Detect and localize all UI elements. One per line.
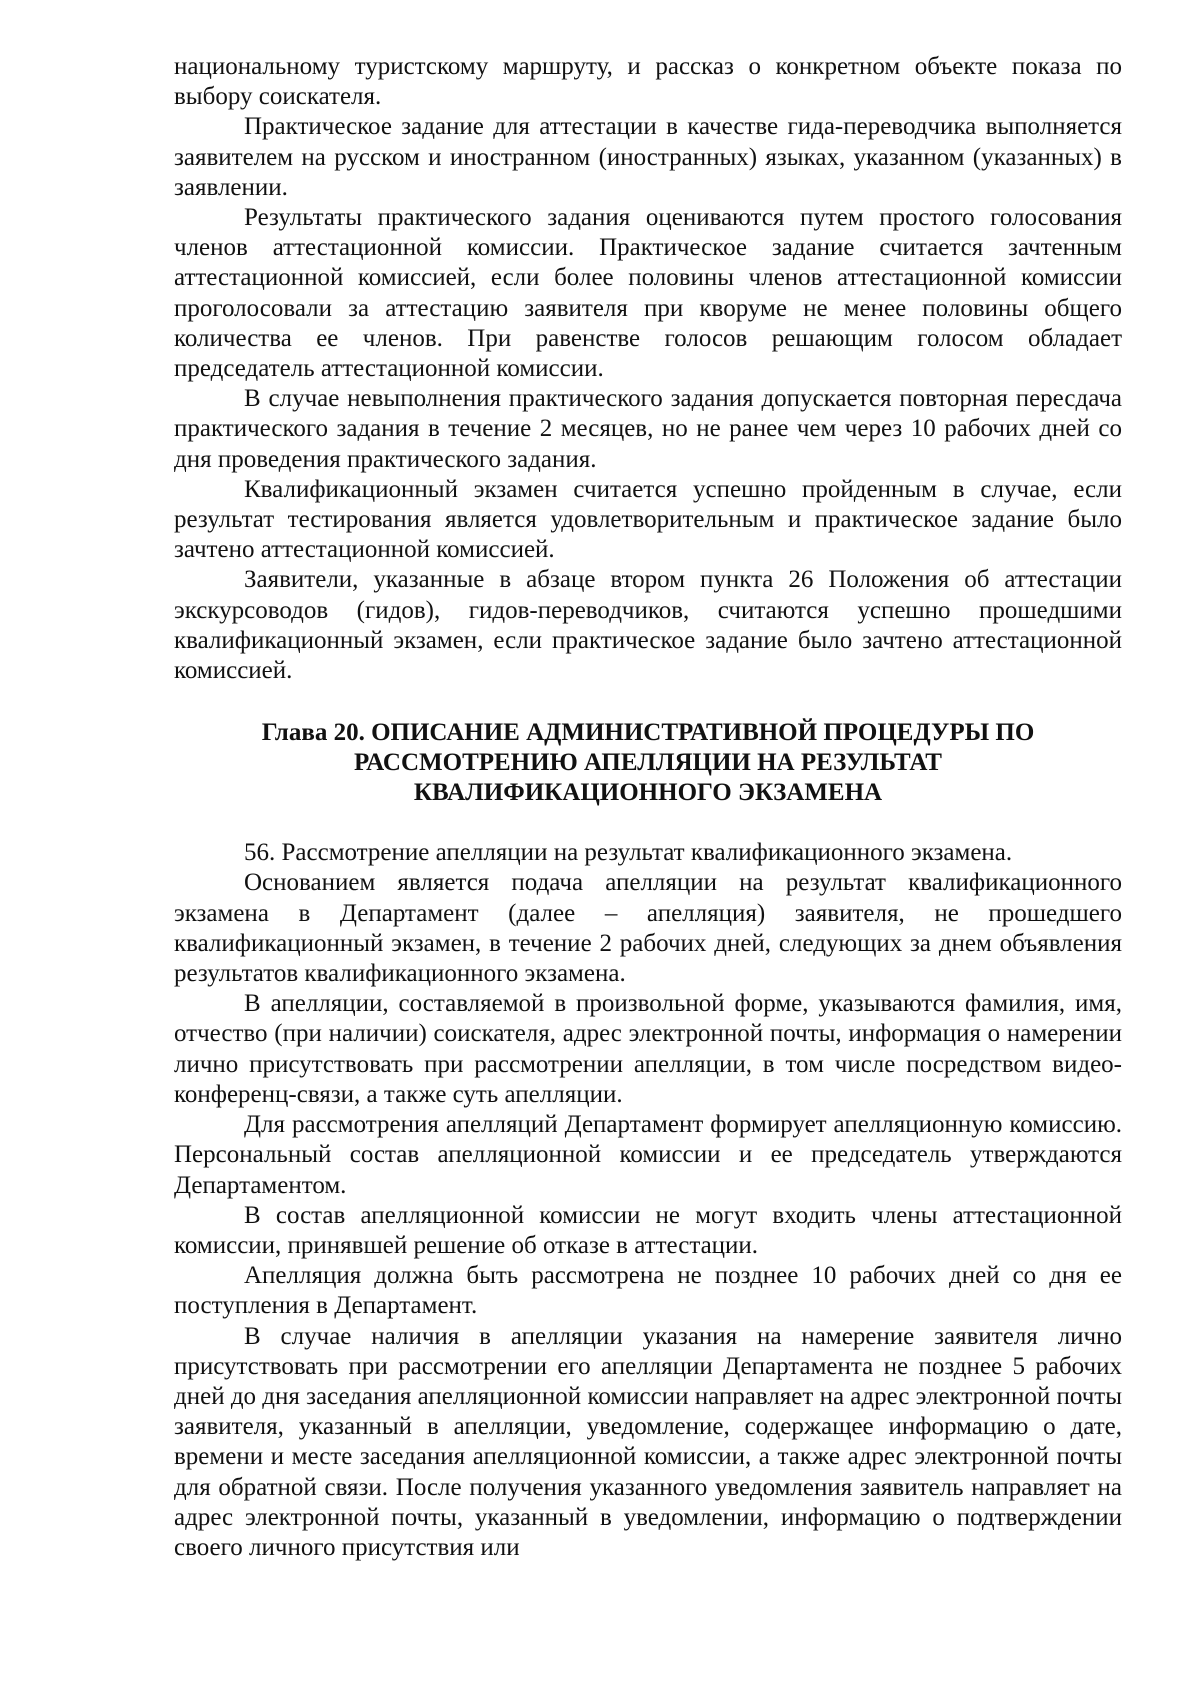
paragraph-applicants-clause-26: Заявители, указанные в абзаце втором пункта 26 Положения об аттестации экскурсоводов (гидов), гидов-переводчиков, считаются успешно прошедшими квалификационный экзамен, если практическое задание было зачтено аттестационной комиссией.	[174, 566, 1122, 685]
document-page	[174, 52, 1122, 1563]
paragraph-voting-results: Результаты практического задания оцениваются путем простого голосования членов аттестационной комиссии. Практическое задание считается зачтенным аттестационной комиссией, если более половины членов аттестационной комиссии проголосовали за аттестацию заявителя при кворуме не менее половины общего количества ее членов. При равенстве голосов решающим голосом обладает председатель аттестационной комиссии.	[174, 204, 1122, 383]
paragraph-continuation: национальному туристскому маршруту, и рассказ о конкретном объекте показа по выбору соискателя.	[174, 53, 1122, 111]
paragraph-appeal-commission: Для рассмотрения апелляций Департамент формирует апелляционную комиссию. Персональный состав апелляционной комиссии и ее председатель утверждаются Департаментом.	[174, 1111, 1122, 1199]
paragraph-commission-composition: В состав апелляционной комиссии не могут входить члены аттестационной комиссии, принявшей решение об отказе в аттестации.	[174, 1201, 1122, 1259]
chapter-heading-line-3: КВАЛИФИКАЦИОННОГО ЭКЗАМЕНА	[413, 779, 883, 807]
paragraph-retake: В случае невыполнения практического задания допускается повторная пересдача практического задания в течение 2 месяцев, но не ранее чем через 10 рабочих дней со дня проведения практического задания.	[174, 385, 1122, 473]
paragraph-item-56: 56. Рассмотрение апелляции на результат квалификационного экзамена.	[244, 839, 1013, 867]
chapter-heading	[174, 718, 1122, 808]
chapter-heading-line-2: РАССМОТРЕНИЮ АПЕЛЛЯЦИИ НА РЕЗУЛЬТАТ	[354, 749, 942, 777]
paragraph-practical-task-guide-translator: Практическое задание для аттестации в качестве гида-переводчика выполняется заявителем на русском и иностранном (иностранных) языках, указанном (указанных) в заявлении.	[174, 113, 1122, 201]
paragraph-appeal-deadline: Апелляция должна быть рассмотрена не позднее 10 рабочих дней со дня ее поступления в Департамент.	[174, 1262, 1122, 1320]
paragraph-appeal-grounds: Основанием является подача апелляции на результат квалификационного экзамена в Департамент (далее – апелляция) заявителя, не прошедшего квалификационный экзамен, в течение 2 рабочих дней, следующих за днем объявления результатов квалификационного экзамена.	[174, 869, 1122, 988]
paragraph-exam-passed: Квалификационный экзамен считается успешно пройденным в случае, если результат тестирования является удовлетворительным и практическое задание было зачтено аттестационной комиссией.	[174, 475, 1122, 564]
chapter-heading-line-1: Глава 20. ОПИСАНИЕ АДМИНИСТРАТИВНОЙ ПРОЦЕДУРЫ ПО	[261, 719, 1035, 747]
paragraph-appeal-content: В апелляции, составляемой в произвольной форме, указываются фамилия, имя, отчество (при наличии) соискателя, адрес электронной почты, информация о намерении лично присутствовать при рассмотрении апелляции, в том числе посредством видео-конференц-связи, а также суть апелляции.	[174, 990, 1122, 1108]
paragraph-personal-presence: В случае наличия в апелляции указания на намерение заявителя лично присутствовать при рассмотрении его апелляции Департамента не позднее 5 рабочих дней до дня заседания апелляционной комиссии направляет на адрес электронной почты заявителя, указанный в апелляции, уведомление, содержащее информацию о дате, времени и месте заседания апелляционной комиссии, а также адрес электронной почты для обратной связи. После получения указанного уведомления заявитель направляет на адрес электронной почты, указанный в уведомлении, информацию о подтверждении своего личного присутствия или	[174, 1322, 1122, 1561]
